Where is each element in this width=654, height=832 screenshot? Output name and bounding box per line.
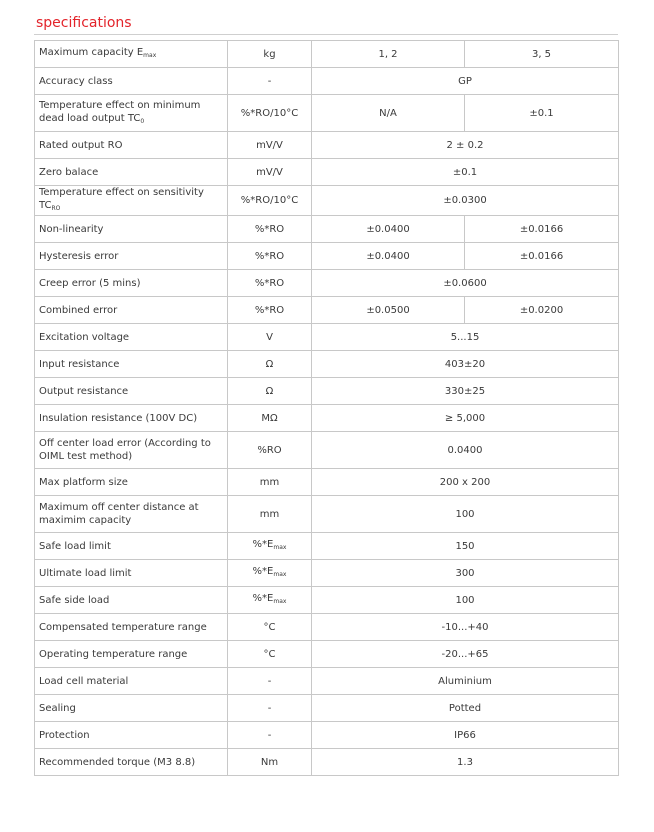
unit-subscript: max (273, 598, 287, 605)
table-row (35, 749, 619, 776)
parameter-cell (35, 297, 228, 324)
unit-label: %*E (252, 539, 274, 550)
parameter-cell (35, 186, 228, 216)
parameter-label: Non-linearity (39, 223, 104, 235)
parameter-label: Rated output RO (39, 139, 123, 151)
value-cell-capacity-1-2: ±0.0500 (312, 297, 465, 324)
table-row (35, 560, 619, 587)
unit-cell (228, 132, 312, 159)
table-row (35, 722, 619, 749)
unit-label: °C (263, 648, 276, 660)
parameter-cell (35, 614, 228, 641)
value-cell-capacity-1-2: N/A (312, 95, 465, 132)
parameter-subscript: RO (51, 205, 61, 212)
parameter-label: Off center load error (According to OIML test method) (39, 438, 211, 462)
parameter-label: Maximum off center distance at maximim capacity (39, 502, 199, 526)
unit-cell (228, 533, 312, 560)
table-row (35, 378, 619, 405)
unit-cell (228, 351, 312, 378)
parameter-cell (35, 95, 228, 132)
unit-subscript: max (273, 571, 287, 578)
unit-label: Ω (265, 385, 274, 397)
unit-label: kg (263, 48, 276, 60)
table-row (35, 41, 619, 68)
unit-cell (228, 378, 312, 405)
table-row (35, 243, 619, 270)
unit-label: °C (263, 621, 276, 633)
parameter-label: Safe side load (39, 594, 110, 606)
parameter-cell (35, 378, 228, 405)
table-row (35, 324, 619, 351)
unit-label: - (267, 702, 272, 714)
value-cell-capacity-3-5: ±0.0166 (465, 243, 619, 270)
parameter-label: Temperature effect on minimum dead load output TC (39, 99, 201, 124)
value-cell: 150 (312, 533, 619, 560)
title-divider (34, 34, 618, 35)
parameter-cell (35, 324, 228, 351)
unit-cell (228, 405, 312, 432)
unit-cell (228, 297, 312, 324)
table-row (35, 270, 619, 297)
value-cell: 200 x 200 (312, 469, 619, 496)
parameter-label: Operating temperature range (39, 648, 188, 660)
unit-label: %*RO/10°C (240, 195, 299, 206)
value-cell: ±0.0300 (312, 186, 619, 216)
value-cell-capacity-1-2: 1, 2 (312, 41, 465, 68)
parameter-subscript: 0 (140, 117, 145, 125)
unit-label: - (267, 675, 272, 687)
table-row (35, 496, 619, 533)
unit-label: Nm (260, 756, 279, 768)
table-row (35, 159, 619, 186)
parameter-label: Safe load limit (39, 540, 111, 552)
unit-cell (228, 560, 312, 587)
table-row (35, 297, 619, 324)
parameter-label: Input resistance (39, 358, 120, 370)
unit-cell (228, 641, 312, 668)
parameter-cell (35, 641, 228, 668)
unit-label: %*RO (254, 277, 285, 289)
table-row (35, 641, 619, 668)
unit-cell (228, 587, 312, 614)
unit-label: %*RO (254, 304, 285, 316)
parameter-label: Load cell material (39, 675, 129, 687)
unit-cell (228, 469, 312, 496)
unit-cell (228, 668, 312, 695)
unit-cell (228, 749, 312, 776)
parameter-label: Recommended torque (M3 8.8) (39, 756, 196, 768)
parameter-cell (35, 351, 228, 378)
parameter-label: Excitation voltage (39, 331, 130, 343)
parameter-label: Accuracy class (39, 75, 113, 87)
unit-cell (228, 695, 312, 722)
parameter-cell (35, 469, 228, 496)
parameter-cell (35, 695, 228, 722)
value-cell: GP (312, 68, 619, 95)
value-cell: ≥ 5,000 (312, 405, 619, 432)
parameter-label: Hysteresis error (39, 250, 119, 262)
unit-cell (228, 41, 312, 68)
table-row (35, 95, 619, 132)
value-cell: -10...+40 (312, 614, 619, 641)
unit-cell (228, 614, 312, 641)
unit-label: mm (259, 476, 280, 488)
parameter-cell (35, 68, 228, 95)
parameter-label: Zero balace (39, 166, 99, 178)
unit-label: %*E (252, 566, 274, 577)
value-cell: Aluminium (312, 668, 619, 695)
parameter-cell (35, 749, 228, 776)
table-row (35, 351, 619, 378)
parameter-label: Creep error (5 mins) (39, 277, 141, 289)
parameter-cell (35, 668, 228, 695)
parameter-label: Combined error (39, 304, 118, 316)
parameter-cell (35, 132, 228, 159)
parameter-cell (35, 216, 228, 243)
parameter-cell (35, 270, 228, 297)
parameter-cell (35, 496, 228, 533)
unit-label: mm (259, 508, 280, 520)
value-cell-capacity-1-2: ±0.0400 (312, 243, 465, 270)
parameter-cell (35, 722, 228, 749)
value-cell: 100 (312, 587, 619, 614)
unit-cell (228, 496, 312, 533)
parameter-cell (35, 587, 228, 614)
unit-cell (228, 270, 312, 297)
unit-label: %*E (252, 593, 274, 604)
unit-cell (228, 186, 312, 216)
unit-label: - (267, 729, 272, 741)
unit-cell (228, 95, 312, 132)
value-cell: 403±20 (312, 351, 619, 378)
parameter-cell (35, 560, 228, 587)
specifications-table (34, 40, 619, 776)
value-cell: IP66 (312, 722, 619, 749)
unit-cell (228, 432, 312, 469)
unit-cell (228, 68, 312, 95)
table-row (35, 216, 619, 243)
section-title: specifications (36, 15, 132, 31)
parameter-cell (35, 159, 228, 186)
value-cell: ±0.0600 (312, 270, 619, 297)
parameter-label: Output resistance (39, 385, 129, 397)
unit-cell (228, 324, 312, 351)
parameter-label: Ultimate load limit (39, 567, 132, 579)
value-cell: 100 (312, 496, 619, 533)
unit-label: %*RO/10°C (240, 107, 299, 119)
value-cell: 0.0400 (312, 432, 619, 469)
table-row (35, 186, 619, 216)
value-cell-capacity-3-5: ±0.1 (465, 95, 619, 132)
table-row (35, 533, 619, 560)
table-row (35, 695, 619, 722)
parameter-label: Protection (39, 729, 90, 741)
parameter-label: Insulation resistance (100V DC) (39, 412, 198, 424)
parameter-subscript: max (143, 52, 157, 59)
unit-cell (228, 722, 312, 749)
parameter-cell (35, 41, 228, 68)
parameter-label: Sealing (39, 702, 76, 714)
table-row (35, 68, 619, 95)
unit-label: mV/V (256, 166, 283, 178)
value-cell-capacity-1-2: ±0.0400 (312, 216, 465, 243)
unit-label: V (266, 331, 273, 343)
parameter-label: Maximum capacity E (39, 47, 144, 58)
unit-subscript: max (273, 544, 287, 551)
table-row (35, 432, 619, 469)
table-row (35, 587, 619, 614)
parameter-label: Compensated temperature range (39, 621, 207, 633)
table-row (35, 614, 619, 641)
value-cell-capacity-3-5: ±0.0200 (465, 297, 619, 324)
value-cell-capacity-3-5: ±0.0166 (465, 216, 619, 243)
value-cell: -20...+65 (312, 641, 619, 668)
value-cell-capacity-3-5: 3, 5 (465, 41, 619, 68)
parameter-cell (35, 405, 228, 432)
value-cell: ±0.1 (312, 159, 619, 186)
parameter-label: Temperature effect on sensitivity TC (39, 187, 204, 211)
value-cell: 5...15 (312, 324, 619, 351)
unit-label: mV/V (256, 139, 283, 151)
parameter-cell (35, 533, 228, 560)
unit-cell (228, 216, 312, 243)
table-row (35, 469, 619, 496)
table-row (35, 668, 619, 695)
value-cell: 300 (312, 560, 619, 587)
value-cell: 1.3 (312, 749, 619, 776)
parameter-label: Max platform size (39, 476, 128, 488)
unit-label: %*RO (254, 250, 285, 262)
value-cell: 330±25 (312, 378, 619, 405)
unit-cell (228, 159, 312, 186)
unit-cell (228, 243, 312, 270)
value-cell: 2 ± 0.2 (312, 132, 619, 159)
unit-label: MΩ (261, 412, 278, 424)
unit-label: Ω (265, 358, 274, 370)
specifications-table-body (35, 41, 619, 776)
parameter-cell (35, 243, 228, 270)
parameter-cell (35, 432, 228, 469)
unit-label: %RO (257, 444, 282, 456)
value-cell: Potted (312, 695, 619, 722)
table-row (35, 405, 619, 432)
unit-label: - (267, 75, 272, 87)
unit-label: %*RO (254, 223, 285, 235)
table-row (35, 132, 619, 159)
